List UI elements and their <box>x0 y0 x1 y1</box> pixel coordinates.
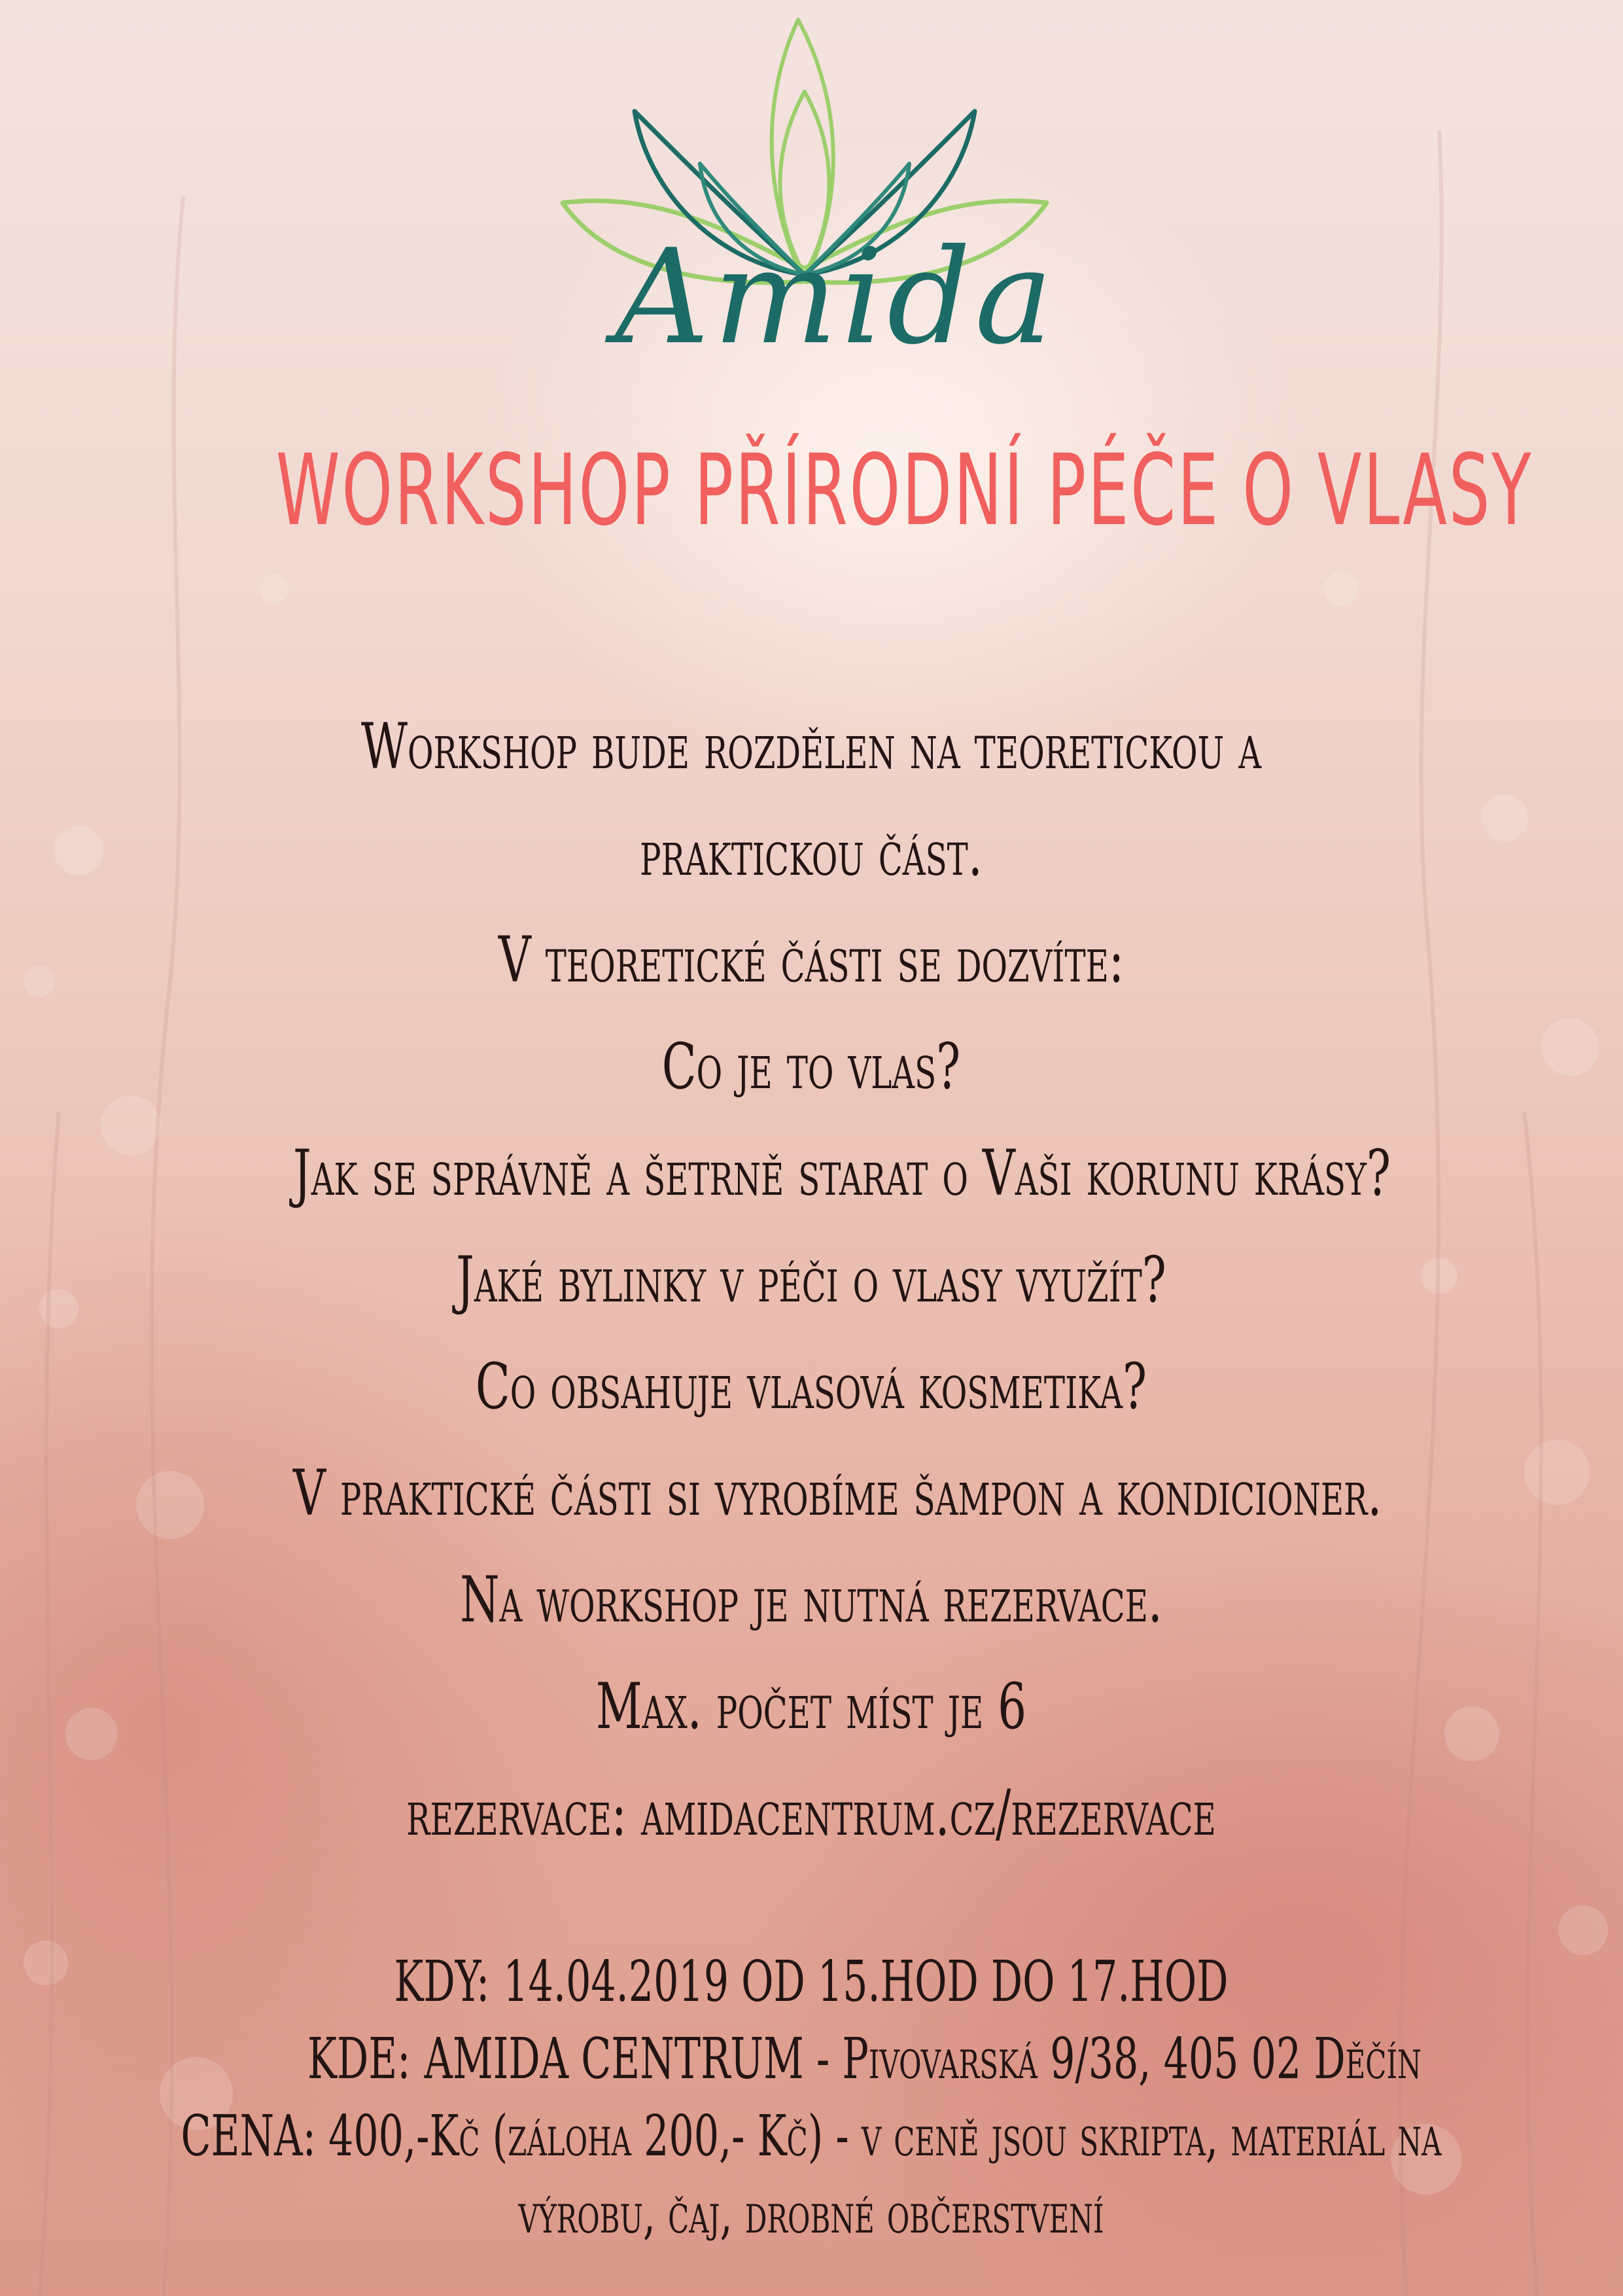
intro-text-inner: Workshop bude rozdělen na teoretickou a praktickou část. <box>360 710 1262 890</box>
price-row-inner <box>156 2098 1466 2252</box>
theory-heading: V teoretické části se dozvíte: <box>498 923 1125 997</box>
reservation-note: Na workshop je nutná rezervace. <box>460 1563 1162 1636</box>
where-value: AMIDA CENTRUM - Pivovarská 9/38, 405 02 Děčín <box>424 2026 1422 2092</box>
capacity-text: Max. počet míst je 6 <box>595 1670 1027 1743</box>
description <box>92 694 1531 1867</box>
practice-text: V praktické části si vyrobíme šampon a kondicioner. <box>292 1457 1382 1530</box>
amida-logo-text: Amida <box>615 221 1057 374</box>
price-label: CENA: <box>181 2104 316 2169</box>
where-label: KDE: <box>307 2026 411 2092</box>
when-value: 14.04.2019 OD 15.HOD DO 17.HOD <box>503 1949 1229 2015</box>
reservation-link[interactable]: rezervace: amidacentrum.cz/rezervace <box>406 1776 1216 1850</box>
intro-text <box>92 694 1531 907</box>
where-row <box>307 2021 1422 2098</box>
question-2: Jak se správně a šetrně starat o Vaši korunu krásy? <box>292 1137 1391 1210</box>
question-3: Jaké bylinky v péči o vlasy využít? <box>456 1243 1166 1316</box>
when-row <box>307 1943 1315 2021</box>
event-details <box>92 1943 1531 2252</box>
question-1: Co je to vlas? <box>661 1030 961 1103</box>
when-label: KDY: <box>394 1949 490 2015</box>
question-4: Co obsahuje vlasová kosmetika? <box>475 1350 1147 1423</box>
price-value: 400,-Kč (záloha 200,- Kč) - v ceně jsou skripta, materiál na výrobu, čaj, drobné občerstvení <box>328 2104 1442 2246</box>
price-row <box>92 2098 1531 2252</box>
poster-title: WORKSHOP PŘÍRODNÍ PÉČE O VLASY <box>275 434 1533 548</box>
